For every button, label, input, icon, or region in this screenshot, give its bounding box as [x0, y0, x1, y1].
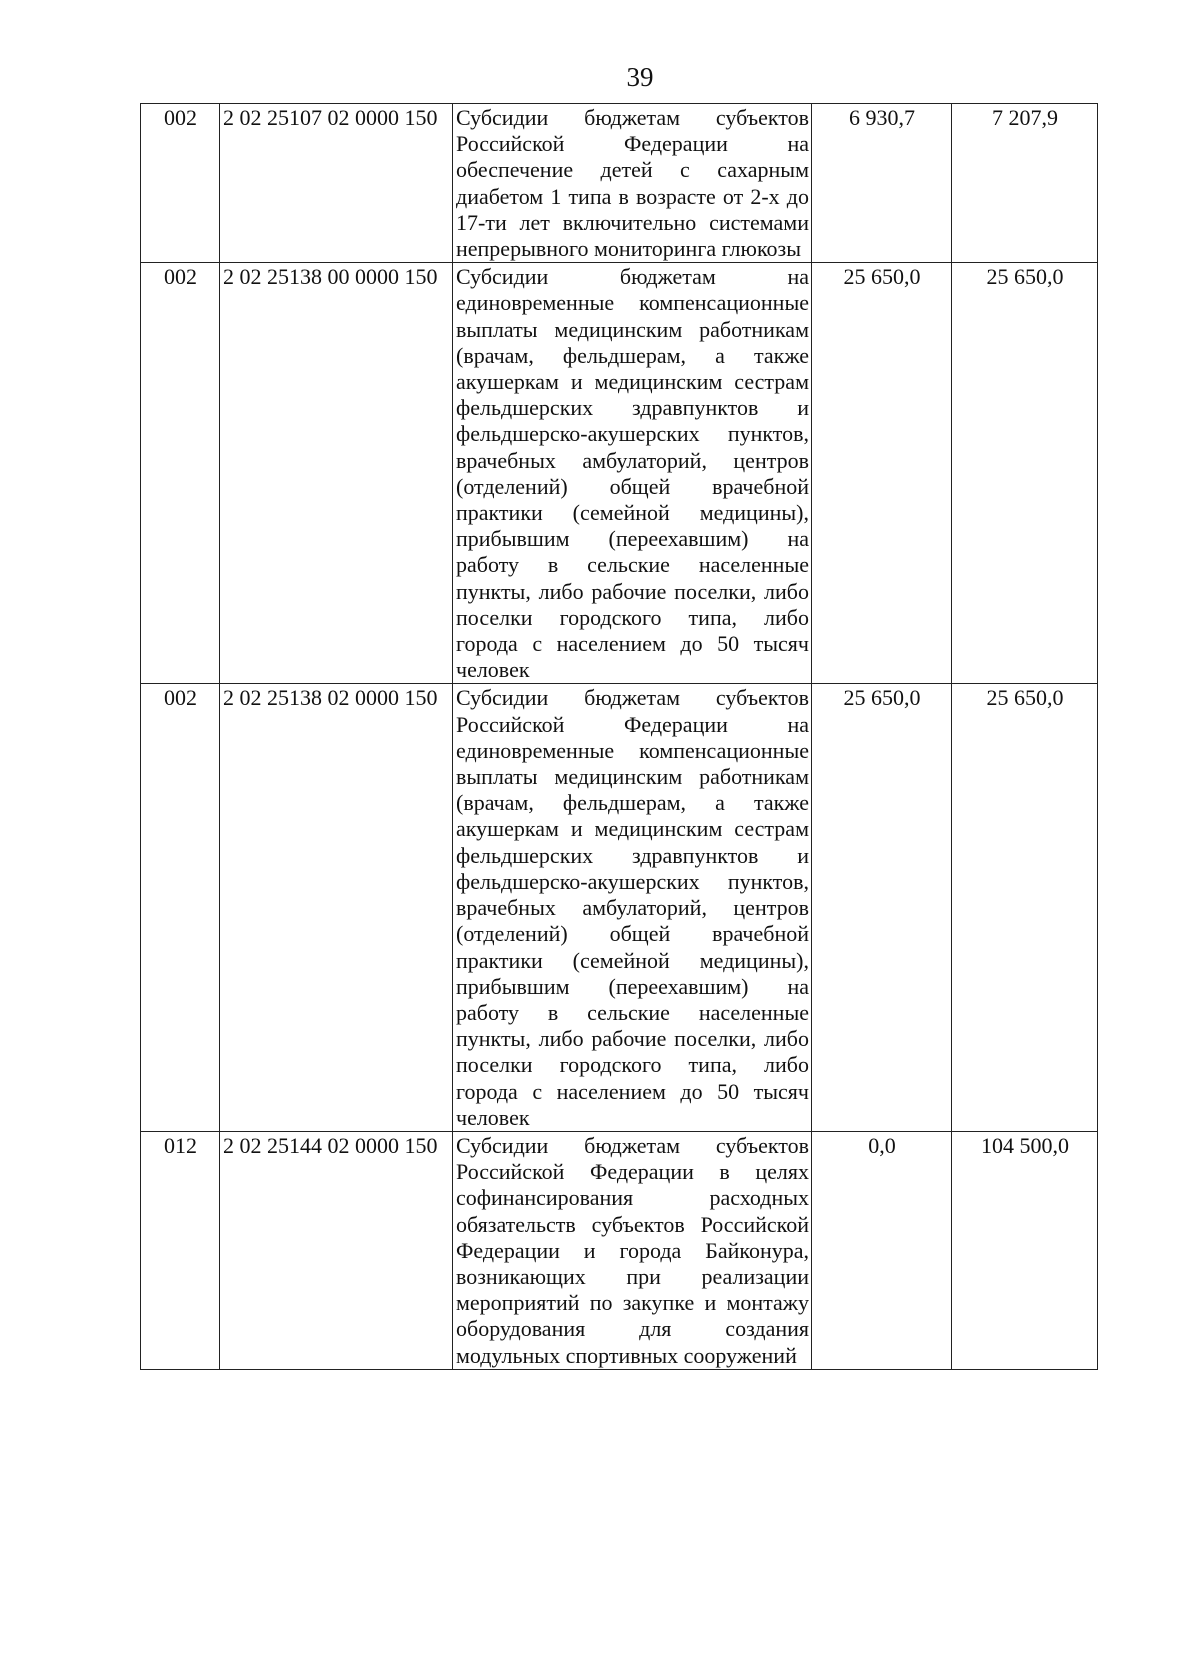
amount-2-cell: 104 500,0 — [952, 1131, 1098, 1369]
description-cell: Субсидии бюджетам субъектов Российской Федерации на обеспечение детей с сахарным диабетом 1 типа в возрасте от 2-х до 17-ти лет включительно системами непрерывного мониторинга глюкозы — [453, 104, 812, 263]
amount-2-cell: 25 650,0 — [952, 684, 1098, 1131]
budget-table — [140, 103, 1098, 1370]
amount-1-cell: 0,0 — [812, 1131, 952, 1369]
table-row — [141, 263, 1098, 684]
admin-code-cell: 002 — [141, 263, 220, 684]
table-row — [141, 684, 1098, 1131]
budget-code-cell: 2 02 25138 00 0000 150 — [220, 263, 453, 684]
admin-code-cell: 012 — [141, 1131, 220, 1369]
table-row — [141, 104, 1098, 263]
amount-2-cell: 7 207,9 — [952, 104, 1098, 263]
description-cell: Субсидии бюджетам субъектов Российской Федерации в целях софинансирования расходных обязательств субъектов Российской Федерации и города Байконура, возникающих при реализации мероприятий по закупке и монтажу оборудования для создания модульных спортивных сооружений — [453, 1131, 812, 1369]
amount-1-cell: 6 930,7 — [812, 104, 952, 263]
description-cell: Субсидии бюджетам субъектов Российской Федерации на единовременные компенсационные выплаты медицинским работникам (врачам, фельдшерам, а также акушеркам и медицинским сестрам фельдшерских здравпунктов и фельдшерско-акушерских пунктов, врачебных амбулаторий, центров (отделений) общей врачебной практики (семейной медицины), прибывшим (переехавшим) на работу в сельские населенные пункты, либо рабочие поселки, либо поселки городского типа, либо города с населением до 50 тысяч человек — [453, 684, 812, 1131]
budget-code-cell: 2 02 25107 02 0000 150 — [220, 104, 453, 263]
description-cell: Субсидии бюджетам на единовременные компенсационные выплаты медицинским работникам (врачам, фельдшерам, а также акушеркам и медицинским сестрам фельдшерских здравпунктов и фельдшерско-акушерских пунктов, врачебных амбулаторий, центров (отделений) общей врачебной практики (семейной медицины), прибывшим (переехавшим) на работу в сельские населенные пункты, либо рабочие поселки, либо поселки городского типа, либо города с населением до 50 тысяч человек — [453, 263, 812, 684]
page-number: 39 — [626, 62, 654, 92]
amount-1-cell: 25 650,0 — [812, 684, 952, 1131]
admin-code-cell: 002 — [141, 104, 220, 263]
admin-code-cell: 002 — [141, 684, 220, 1131]
table-row — [141, 1131, 1098, 1369]
amount-2-cell: 25 650,0 — [952, 263, 1098, 684]
budget-code-cell: 2 02 25144 02 0000 150 — [220, 1131, 453, 1369]
amount-1-cell: 25 650,0 — [812, 263, 952, 684]
budget-code-cell: 2 02 25138 02 0000 150 — [220, 684, 453, 1131]
